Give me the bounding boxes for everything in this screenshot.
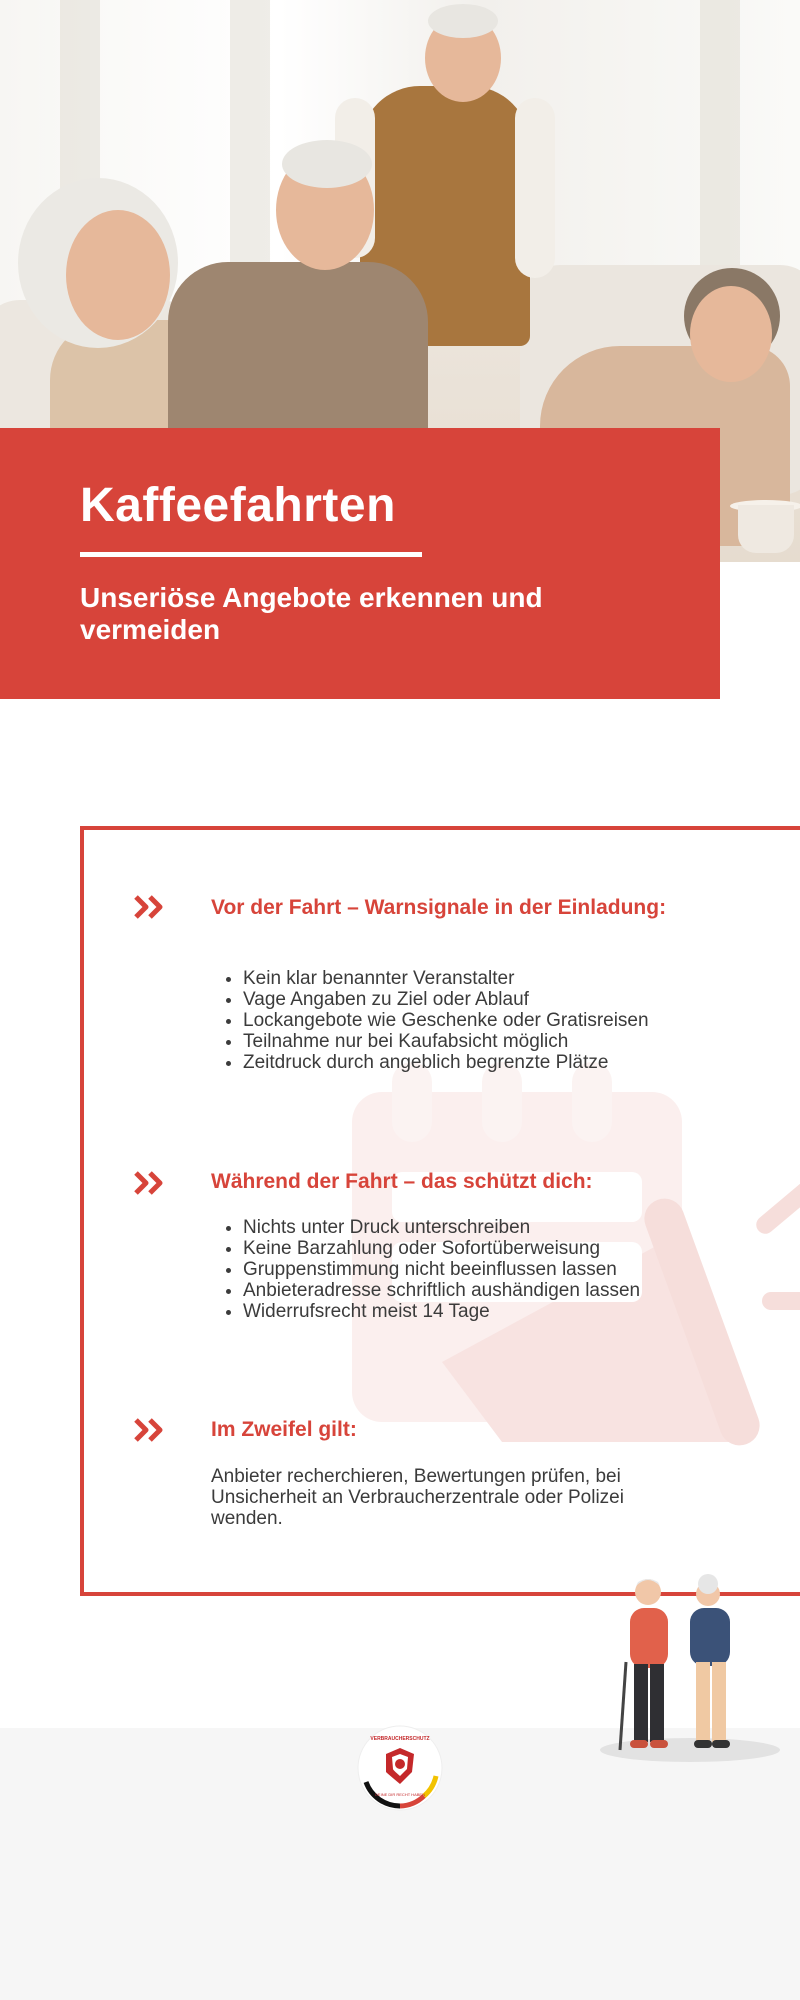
list-item: • Lockangebote wie Geschenke oder Gratisreisen: [243, 1010, 763, 1031]
list-item: • Anbieteradresse schriftlich aushändigen lassen: [243, 1280, 763, 1301]
title-box: [0, 428, 720, 699]
list-item: • Vage Angaben zu Ziel oder Ablauf: [243, 989, 763, 1010]
protection-tips-list: [211, 1217, 763, 1322]
double-chevron-right-icon: [134, 895, 168, 919]
double-chevron-right-icon: [134, 1171, 168, 1195]
list-item: • Zeitdruck durch angeblich begrenzte Plätze: [243, 1052, 763, 1073]
section-heading-in-doubt: Im Zweifel gilt:: [211, 1418, 357, 1441]
seal-top-text: VERBRAUCHERSCHUTZ: [370, 1736, 430, 1742]
list-item: • Gruppenstimmung nicht beeinflussen lassen: [243, 1259, 763, 1280]
elderly-couple-illustration: [612, 1572, 762, 1762]
title-underline: [80, 552, 422, 557]
seal-bottom-text: DEINE DIR RECHT HABEN: [375, 1792, 425, 1797]
list-item: • Nichts unter Druck unterschreiben: [243, 1217, 763, 1238]
consumer-protection-seal-logo: [356, 1724, 444, 1816]
section-heading-during-trip: Während der Fahrt – das schützt dich:: [211, 1170, 593, 1193]
page-title: Kaffeefahrten: [80, 479, 396, 532]
section-heading-before-trip: Vor der Fahrt – Warnsignale in der Einladung:: [211, 896, 667, 919]
list-item: • Kein klar benannter Veranstalter: [243, 968, 763, 989]
list-item: • Widerrufsrecht meist 14 Tage: [243, 1301, 763, 1322]
warning-signs-list: [211, 968, 763, 1073]
double-chevron-right-icon: [134, 1418, 168, 1442]
list-item: • Keine Barzahlung oder Sofortüberweisung: [243, 1238, 763, 1259]
list-item: • Teilnahme nur bei Kaufabsicht möglich: [243, 1031, 763, 1052]
page-subtitle: Unseriöse Angebote erkennen und vermeiden: [80, 582, 543, 645]
in-doubt-advice-text: Anbieter recherchieren, Bewertungen prüfen, bei Unsicherheit an Verbraucherzentrale oder Polizei wenden.: [211, 1466, 624, 1529]
coffee-cup-body: [738, 505, 794, 553]
